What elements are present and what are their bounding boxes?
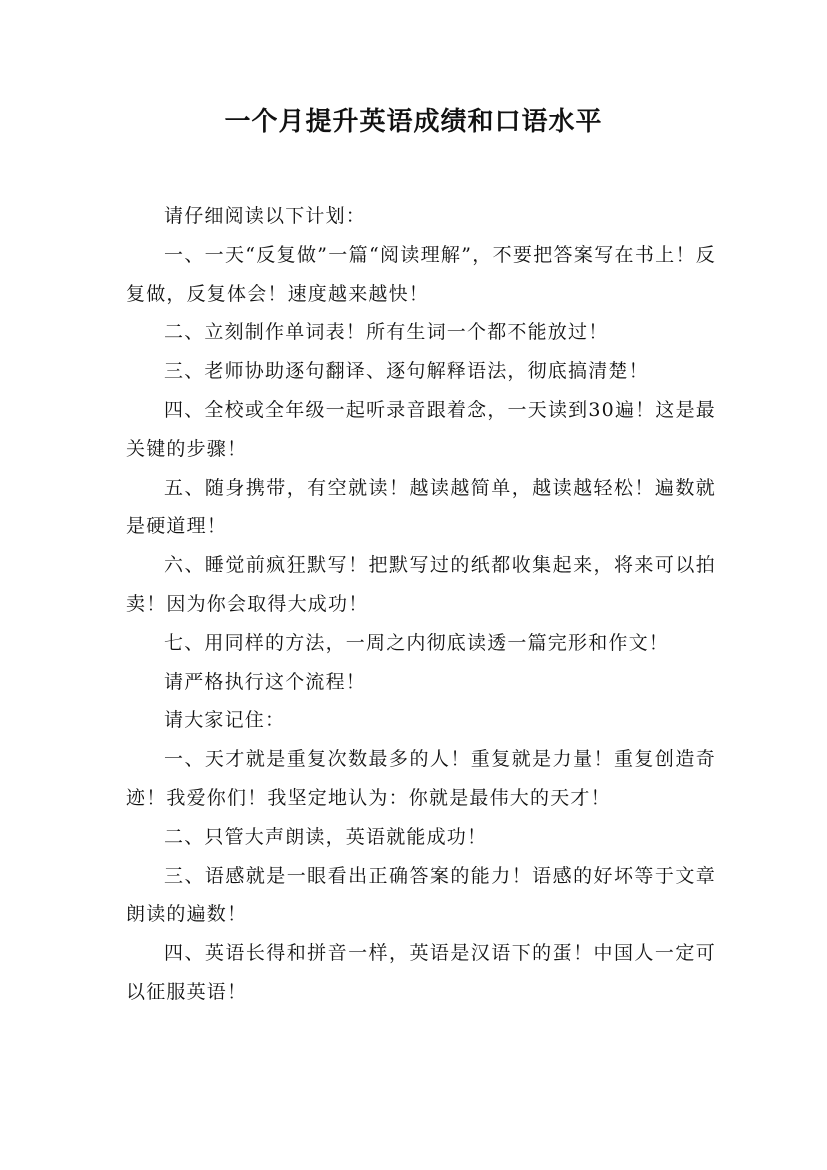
document-title: 一个月提升英语成绩和口语水平: [224, 107, 603, 137]
paragraph-remember: 请大家记住：: [164, 709, 286, 732]
remember-point-2: 二、只管大声朗读，英语就能成功！: [164, 825, 488, 848]
plan-step-3: 三、老师协助逐句翻译、逐句解释语法，彻底搞清楚！: [164, 360, 649, 383]
document-body: [126, 197, 716, 1012]
plan-step-4: 四、全校或全年级一起听录音跟着念，一天读到30遍！这是最关键的步骤！: [126, 398, 716, 460]
plan-step-6: 六、睡觉前疯狂默写！把默写过的纸都收集起来，将来可以拍卖！因为你会取得大成功！: [126, 554, 716, 615]
remember-point-1: 一、天才就是重复次数最多的人！重复就是力量！重复创造奇迹！我爱你们！我坚定地认为：你就是最伟大的天才！: [126, 748, 716, 809]
remember-point-4: 四、英语长得和拼音一样，英语是汉语下的蛋！中国人一定可以征服英语！: [126, 942, 716, 1003]
remember-point-3: 三、语感就是一眼看出正确答案的能力！语感的好坏等于文章朗读的遍数！: [126, 864, 716, 926]
plan-step-2: 二、立刻制作单词表！所有生词一个都不能放过！: [164, 321, 609, 344]
plan-step-1: 一、一天“反复做”一篇“阅读理解”，不要把答案写在书上！反复做，反复体会！速度越来越快！: [126, 243, 716, 305]
paragraph-intro: 请仔细阅读以下计划：: [164, 205, 367, 227]
plan-step-5: 五、随身携带，有空就读！越读越简单，越读越轻松！遍数就是硬道理！: [126, 476, 716, 538]
plan-step-7: 七、用同样的方法，一周之内彻底读透一篇完形和作文！: [164, 631, 670, 654]
paragraph-execute: 请严格执行这个流程！: [164, 670, 367, 693]
